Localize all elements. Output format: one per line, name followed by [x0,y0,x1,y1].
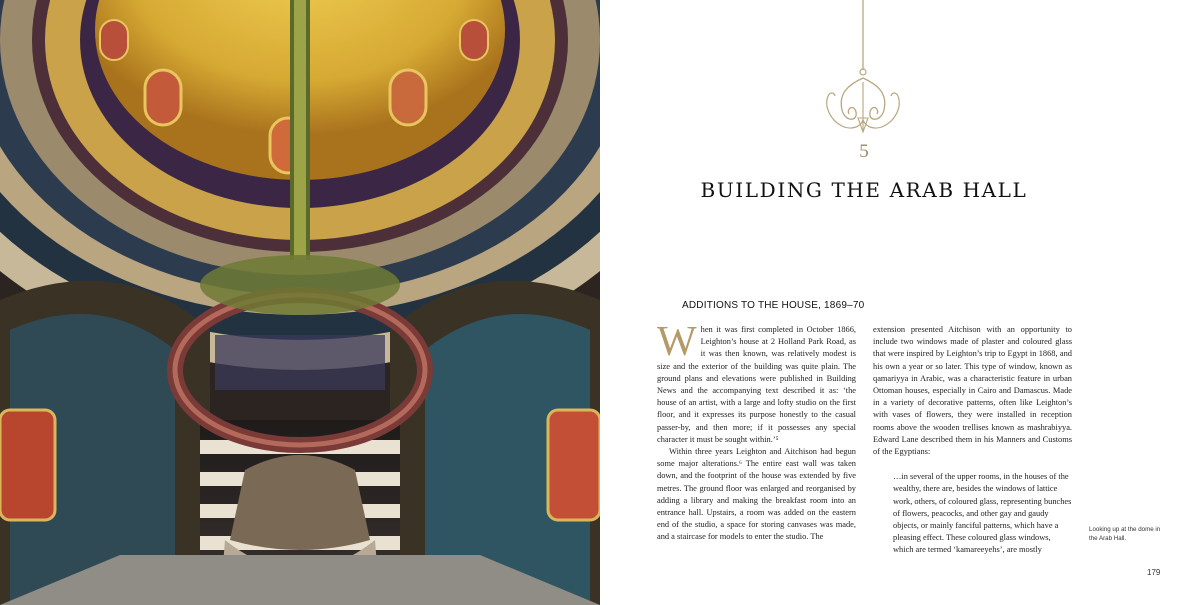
photo-caption: Looking up at the dome in the Arab Hall. [1089,526,1161,542]
paragraph: Within three years Leighton and Aitchison had begun some major alterations.⁶ The entire east wall was taken down, and the footprint of the house was extended by five metres. The ground floor was enlarged and reorganised by adding a library and making the breakfast room into an entrance hall. Upstairs, a room was added on the eastern end of the studio, a space for storing canvases was made, and a staircase for models to enter the studio. The [657,447,856,542]
block-quote: …in several of the upper rooms, in the houses of the wealthy, there are, besides the windows of lattice work, others, of coloured glass, representing bunches of flowers, peacocks, and other gay and gaudy objects, or mainly fanciful patterns, which have a pleasing effect. These coloured glass windows, which are termed ‘kamareeyehs’, are mostly [893,472,1072,555]
paragraph-text: hen it was first completed in October 1866, Leighton’s house at 2 Holland Park Road, as it was then known, was relatively modest is size and the exterior of the building was quite plain. The ground plans and elevations were published in Building News and the accompanying text described it as: ‘the house of an artist, with a large and lofty studio on the first floor, and it expresses its purpose honestly to the casual passer-by, and then more; if it possesses any special character it must be sought within.’⁵ [657,325,856,444]
chapter-title: BUILDING THE ARAB HALL [700,178,1028,202]
page-number: 179 [1147,568,1161,577]
chandelier-ornament-icon [820,0,906,150]
paragraph: extension presented Aitchison with an opportunity to include two windows made of plaster and coloured glass that were inspired by Leighton’s trip to Egypt in 1868, and his own a year or so later. This type of window, known as qamariyya in Arabic, was a characteristic feature in urban Ottoman houses, especially in Cairo and Damascus. Made in a variety of decorative patterns, often like Leighton’s with vases of flowers, they were installed in reception rooms above the wooden trellises known as mashrabiyya. Edward Lane described them in his Manners and Customs of the Egyptians: [873,325,1072,457]
chapter-number: 5 [859,141,869,162]
drop-cap: W [657,319,697,365]
text-column-left [657,319,856,544]
text-column-right [873,324,1072,557]
text-page [600,0,1200,605]
paragraph [657,319,856,446]
section-heading: ADDITIONS TO THE HOUSE, 1869–70 [682,300,865,311]
